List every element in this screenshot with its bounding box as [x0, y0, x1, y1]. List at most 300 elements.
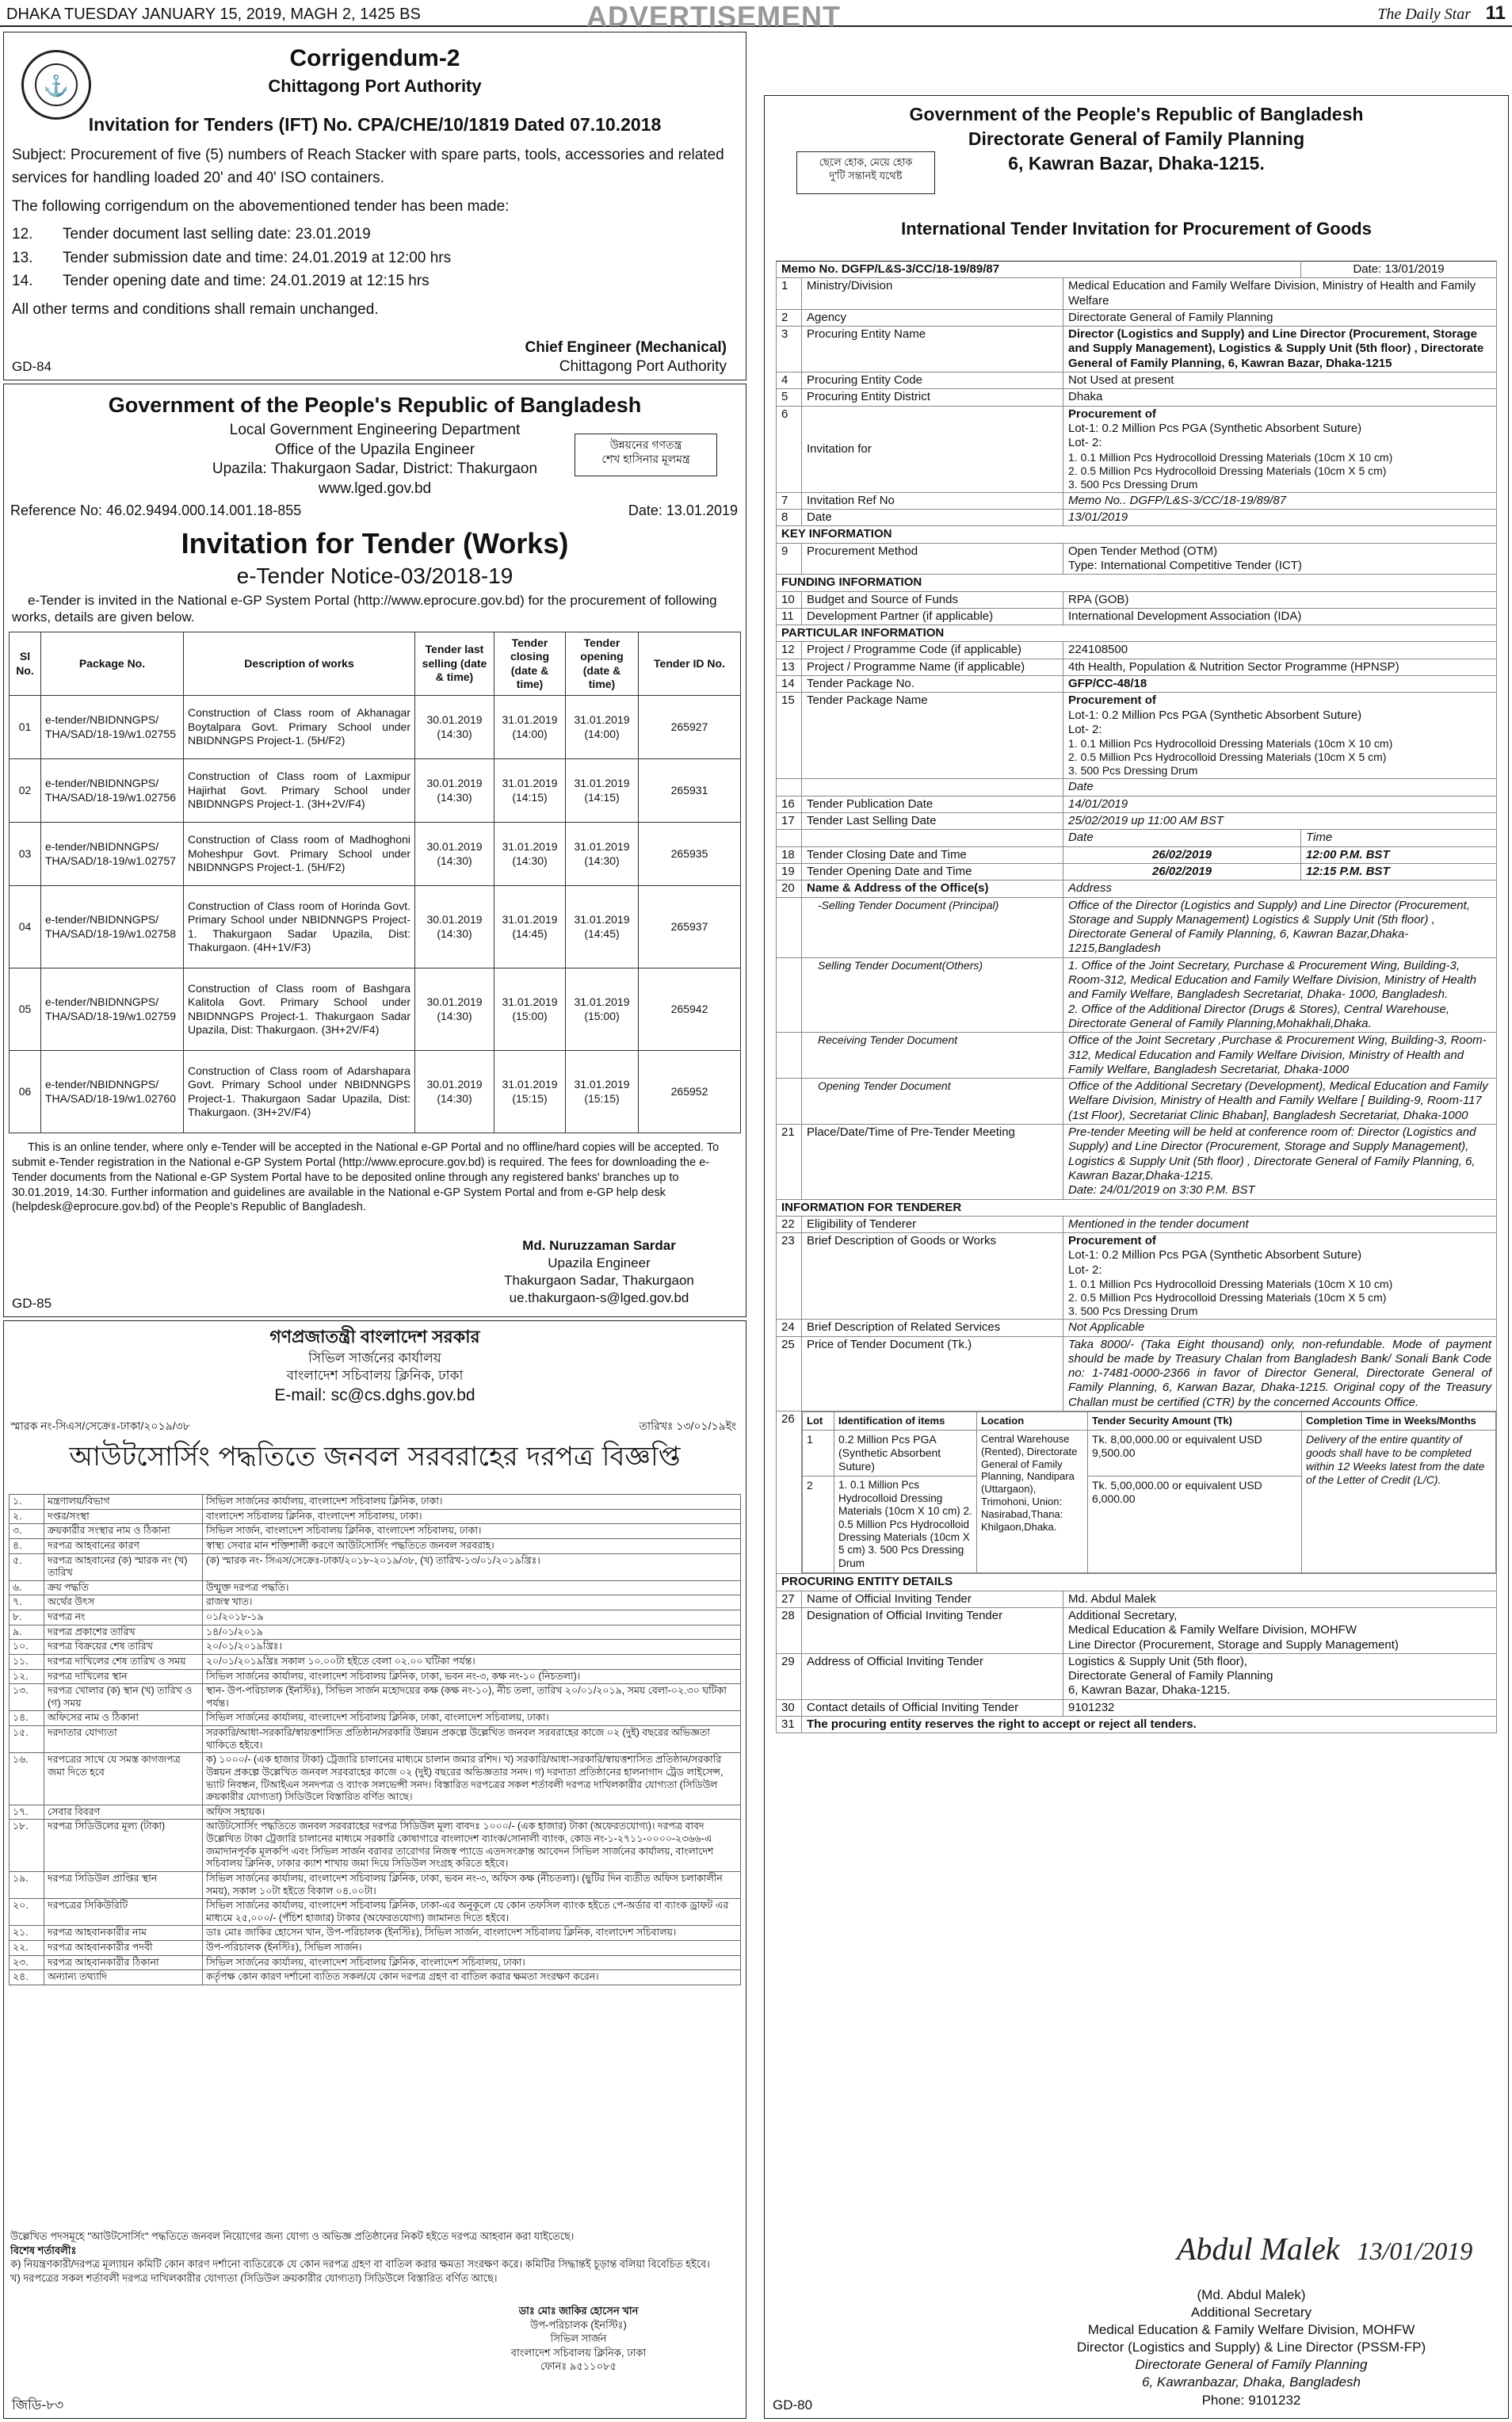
cell	[1063, 1653, 1497, 1699]
th-sl: Sl No.	[10, 632, 41, 696]
table-row	[777, 591, 1497, 608]
table-row	[777, 1591, 1497, 1607]
lot-header	[803, 1412, 1496, 1431]
line: 6, Kawran Bazar, Dhaka-1215.	[1068, 1683, 1231, 1698]
bn-email: E-mail: sc@cs.dghs.gov.bd	[274, 1386, 475, 1405]
section-row	[777, 526, 1497, 543]
section-row	[777, 1199, 1497, 1216]
cell: Opening Tender Document	[802, 1079, 1063, 1125]
row-value: রাজস্ব খাত।	[203, 1595, 741, 1610]
cell	[802, 1412, 1497, 1574]
slogan-line1: উন্নয়নের গণতন্ত্র	[609, 438, 682, 451]
bangla-tender-ad	[3, 1320, 746, 2419]
anchor-icon: ⚓	[35, 63, 78, 106]
table-row	[10, 759, 741, 823]
dgfp-addr: 6, Kawran Bazar, Dhaka-1215.	[1008, 153, 1265, 174]
cell: Contact details of Official Inviting Tender	[802, 1699, 1063, 1716]
lot-th: Tender Security Amount (Tk)	[1088, 1412, 1302, 1431]
sig-title: Chief Engineer (Mechanical)	[525, 339, 727, 356]
cell: 5	[777, 389, 802, 406]
table-row	[777, 1125, 1497, 1199]
cell	[777, 957, 802, 1032]
line: Directorate General of Family Planning	[1068, 310, 1273, 324]
cell: INFORMATION FOR TENDERER	[777, 1199, 1497, 1216]
cell-pkg: e-tender/NBIDNNGPS/ THA/SAD/18-19/w1.02757	[41, 823, 184, 886]
cell: Development Partner (if applicable)	[802, 608, 1063, 625]
table-row	[10, 1726, 741, 1753]
cell: Invitation for	[802, 406, 1063, 492]
cell: 25	[777, 1336, 802, 1411]
line: Medical Education & Family Welfare Division, MOHFW	[1068, 1623, 1357, 1637]
row-key: দরপত্র আহবানকারীর ঠিকানা	[44, 1955, 203, 1970]
signature	[1177, 2229, 1472, 2269]
table-row	[10, 1711, 741, 1726]
sig-t3: Director (Logistics and Supply) & Line Director (PSSM-FP)	[1076, 2340, 1426, 2355]
row-value: ২০/০১/২০১৯খ্রিঃ।	[203, 1640, 741, 1655]
bn-foot2: বিশেষ শর্তাবলীঃ	[10, 2244, 77, 2256]
table-row	[10, 1625, 741, 1640]
lot-security: Tk. 8,00,000.00 or equivalent USD 9,500.00	[1088, 1430, 1302, 1476]
cell-sl: 04	[10, 886, 41, 968]
line: Medical Education and Family Welfare Division, Ministry of Health and Family Welfare	[1068, 279, 1476, 308]
slogan-line2: দু'টি সন্তানই যথেষ্ট	[829, 169, 903, 181]
row-key: দরপত্র খোলার (ক) স্থান (খ) তারিখ ও (গ) সময়	[44, 1684, 203, 1711]
cell	[1063, 1320, 1497, 1336]
cell	[1063, 492, 1497, 509]
lot-title: Procurement of	[1068, 407, 1156, 421]
cell: 15	[777, 693, 802, 779]
line: Date: 24/01/2019 on 3:30 P.M. BST	[1068, 1183, 1255, 1198]
item-text: Tender document last selling date: 23.01.2019	[63, 226, 371, 243]
row-value: সরকারি/আধা-সরকারি/স্বায়ত্তশাসিত প্রতিষ্ঠান/সরকারি উন্নয়ন প্রকল্পে উল্লেখিত জনবল সরবরাহের কাজে ০২ (দুই) বছরের অভিজ্ঞতা থাকিতে হইবে।	[203, 1726, 741, 1753]
section-row	[777, 575, 1497, 591]
row-value: ডাঃ মোঃ জাকির হোসেন খান, উপ-পরিচালক (ইনস্টিঃ), সিভিল সার্জন, বাংলাদেশ সচিবালয় ক্লিনিক, বাংলাদেশ সচিবালয়।	[203, 1926, 741, 1941]
cell-close: 31.01.2019 (15:15)	[494, 1051, 566, 1133]
intro: The following corrigendum on the abovementioned tender has been made:	[12, 197, 510, 215]
cell	[777, 1079, 802, 1125]
dgfp-heading: International Tender Invitation for Procurement of Goods	[901, 219, 1372, 239]
line: 4th Health, Population & Nutrition Sector Programme (HPNSP)	[1068, 659, 1399, 674]
cell: Invitation Ref No	[802, 492, 1063, 509]
cell: 6	[777, 406, 802, 492]
cell	[1063, 1699, 1497, 1716]
row-no: ৯.	[10, 1625, 44, 1640]
slogan-line2: শেখ হাসিনার মূলমন্ত্র	[601, 453, 690, 466]
row-no: ২৪.	[10, 1970, 44, 1985]
corrigendum-title: Corrigendum-2	[289, 45, 460, 71]
cell: 8	[777, 510, 802, 526]
row-value: স্বাস্থ্য সেবার মান শক্তিশালী করণে আউটসোর্সিং পদ্ধতিতে জনবল সরবরাহ।	[203, 1538, 741, 1553]
lot-no: 2	[803, 1477, 834, 1573]
bn-place: বাংলাদেশ সচিবালয় ক্লিনিক, ঢাকা	[286, 1368, 464, 1384]
row-no: ২২.	[10, 1941, 44, 1956]
cell-last: 30.01.2019 (14:30)	[415, 759, 494, 823]
masthead	[0, 0, 1512, 32]
lot-table-row	[777, 1412, 1497, 1574]
lot2a: 1. 0.1 Million Pcs Hydrocolloid Dressing Materials (10cm X 10 cm)	[1068, 1277, 1393, 1290]
gd-number: GD-80	[773, 2397, 813, 2412]
row-value: সিভিল সার্জনের কার্যালয়, বাংলাদেশ সচিবালয় ক্লিনিক, ঢাকা-এর অনুকূলে যে কোন তফসিল ব্যাংক হইতে পে-অর্ডার বা ব্যাংক ড্রাফট এর মাধ্যমে ২৫,০০০/- (পঁচিশ হাজার) টাকার (অফেরতযোগ্য) জামানত দিতে হইবে।	[203, 1899, 741, 1926]
table-row	[10, 1820, 741, 1872]
table-row	[777, 510, 1497, 526]
cell	[1063, 406, 1497, 492]
cell: 22	[777, 1216, 802, 1232]
row-key: দরপত্র দাখিলের শেষ তারিখ ও সময়	[44, 1654, 203, 1669]
bangla-table	[9, 1494, 741, 1985]
cell	[1063, 1591, 1497, 1607]
cell	[777, 1033, 802, 1079]
row-no: ১২.	[10, 1669, 44, 1684]
table-row	[777, 897, 1497, 957]
dgfp-slogan-box	[796, 151, 935, 194]
table-row	[777, 389, 1497, 406]
cell: 16	[777, 796, 802, 812]
cell-close: 31.01.2019 (14:30)	[494, 823, 566, 886]
bn-heading: আউটসোর্সিং পদ্ধতিতে জনবল সরবরাহের দরপত্র বিজ্ঞপ্তি	[69, 1441, 681, 1473]
cell: 2	[777, 309, 802, 326]
cell: 28	[777, 1607, 802, 1653]
cell: Address	[1063, 881, 1497, 897]
sig-t4: Directorate General of Family Planning	[1135, 2357, 1368, 2373]
table-row	[10, 823, 741, 886]
table-row	[777, 863, 1497, 880]
cell: Designation of Official Inviting Tender	[802, 1607, 1063, 1653]
cell: KEY INFORMATION	[777, 526, 1497, 543]
lot1: Lot-1: 0.2 Million Pcs PGA (Synthetic Absorbent Suture)	[1068, 421, 1362, 435]
cell	[1063, 796, 1497, 812]
sig-title: Upazila Engineer	[548, 1255, 651, 1271]
row-key: দরপত্র নং	[44, 1610, 203, 1625]
cell	[1063, 1216, 1497, 1232]
section-row	[777, 625, 1497, 642]
sig-name: (Md. Abdul Malek)	[1197, 2287, 1306, 2302]
item-no: 13.	[12, 249, 33, 266]
cell: Project / Programme Name (if applicable)	[802, 659, 1063, 675]
lot1: Lot-1: 0.2 Million Pcs PGA (Synthetic Absorbent Suture)	[1068, 708, 1362, 722]
cell: 11	[777, 608, 802, 625]
row-no: ৮.	[10, 1610, 44, 1625]
row-no: ৩.	[10, 1524, 44, 1539]
cell	[1063, 1607, 1497, 1653]
row-no: ১০.	[10, 1640, 44, 1655]
table-row	[777, 1033, 1497, 1079]
table-row	[777, 543, 1497, 575]
table-row	[777, 1233, 1497, 1320]
cell: Brief Description of Goods or Works	[802, 1233, 1063, 1320]
table-row	[777, 813, 1497, 830]
table-row	[10, 1941, 741, 1956]
cell-desc: Construction of Class room of Akhanagar Boytalpara Govt. Primary School under NBIDNNGPS Project-1. (5H/F2)	[184, 696, 415, 759]
cell: 10	[777, 591, 802, 608]
cell-id: 265937	[639, 886, 741, 968]
table-row	[777, 659, 1497, 675]
row-key: দরপত্রের সিকিউরিটি	[44, 1899, 203, 1926]
lot2: Lot- 2:	[1068, 722, 1102, 736]
cell: 24	[777, 1320, 802, 1336]
table-row	[10, 1753, 741, 1805]
gov-title: Government of the People's Republic of Bangladesh	[108, 393, 642, 417]
dateline: DHAKA TUESDAY JANUARY 15, 2019, MAGH 2, 1425 BS	[6, 6, 421, 23]
row-value: সিভিল সার্জন, বাংলাদেশ সচিবালয় ক্লিনিক, বাংলাদেশ সচিবালয়, ঢাকা।	[203, 1524, 741, 1539]
cell: -Selling Tender Document (Principal)	[802, 897, 1063, 957]
row-key: দপ্তর/সংস্থা	[44, 1509, 203, 1524]
row-no: ৫.	[10, 1553, 44, 1580]
lot2c: 3. 500 Pcs Dressing Drum	[1068, 1305, 1198, 1318]
row-no: ১৬.	[10, 1753, 44, 1805]
cell: Procuring Entity Name	[802, 327, 1063, 372]
line: Not Applicable	[1068, 1320, 1145, 1335]
cell: 14	[777, 676, 802, 693]
bn-foot1: উল্লেখিত পদসমূহে "আউটসোর্সিং" পদ্ধতিতে জনবল নিয়োগের জন্য যোগ্য ও অভিজ্ঞ প্রতিষ্ঠানের নিকট হইতে দরপত্র আহবান করা যাইতেছে।	[10, 2230, 575, 2242]
item-no: 12.	[12, 226, 33, 243]
row-value: সিভিল সার্জনের কার্যালয়, বাংলাদেশ সচিবালয় ক্লিনিক, ঢাকা।	[203, 1495, 741, 1510]
cell-sl: 03	[10, 823, 41, 886]
lot2: Lot- 2:	[1068, 436, 1102, 450]
cell-last: 30.01.2019 (14:30)	[415, 886, 494, 968]
lot2a: 1. 0.1 Million Pcs Hydrocolloid Dressing Materials (10cm X 10 cm)	[1068, 450, 1393, 464]
cell	[1063, 642, 1497, 659]
table-row	[10, 1871, 741, 1898]
sig-name: Md. Nuruzzaman Sardar	[522, 1238, 676, 1253]
cell-id: 265942	[639, 968, 741, 1051]
table-row	[10, 1640, 741, 1655]
cell: PROCURING ENTITY DETAILS	[777, 1574, 1497, 1591]
bn-sig1: ডাঃ মোঃ জাকির হোসেন খান	[518, 2305, 639, 2317]
section-row	[777, 1574, 1497, 1591]
cell-id: 265927	[639, 696, 741, 759]
cell-close: 31.01.2019 (14:00)	[494, 696, 566, 759]
table-row	[10, 1595, 741, 1610]
table-row	[777, 1653, 1497, 1699]
signature-text: Abdul Malek	[1177, 2231, 1340, 2267]
cell: Procuring Entity Code	[802, 372, 1063, 389]
cell-last: 30.01.2019 (14:30)	[415, 823, 494, 886]
table-row	[777, 693, 1497, 779]
lot-th: Lot	[803, 1412, 834, 1431]
cell: 20	[777, 881, 802, 897]
row-value: ২০/০১/২০১৯খ্রিঃ সকাল ১০.০০টা হইতে বেলা ০২.০০ ঘটিকা পর্যন্ত।	[203, 1654, 741, 1669]
cell: 27	[777, 1591, 802, 1607]
table-row	[10, 1051, 741, 1133]
cell	[1063, 1079, 1497, 1125]
cell: 19	[777, 863, 802, 880]
cell-sl: 05	[10, 968, 41, 1051]
lot1: Lot-1: 0.2 Million Pcs PGA (Synthetic Absorbent Suture)	[1068, 1248, 1362, 1263]
cell	[777, 897, 802, 957]
row-key: অফিসের নাম ও ঠিকানা	[44, 1711, 203, 1726]
office: Office of the Upazila Engineer	[274, 441, 475, 458]
cell	[1063, 659, 1497, 675]
table-row	[10, 1580, 741, 1595]
row-key: দরদাতার যোগ্যতা	[44, 1726, 203, 1753]
bn-sig2: উপ-পরিচালক (ইনস্টিঃ)	[530, 2318, 627, 2331]
line: Line Director (Procurement, Storage and Supply Management)	[1068, 1637, 1399, 1652]
table-row	[10, 968, 741, 1051]
table-row	[777, 406, 1497, 492]
cell: Taka 8000/- (Taka Eight thousand) only, non-refundable. Mode of payment should be made by Treasury Chalan from Bangladesh Bank/ Sonali Bank Code no: 1-7481-0000-2366 in favor of Director General, Directorate General of Family Planning, 6, Karwan Bazar, Dhaka-1215. Original copy of the Treasury Challan must be certified (CTR) by the concerned Accounts Office.	[1063, 1336, 1497, 1411]
works-table	[9, 632, 741, 1133]
cell: Brief Description of Related Services	[802, 1320, 1063, 1336]
cell: Date: 13/01/2019	[1301, 262, 1497, 278]
lged-slogan-box	[575, 434, 717, 476]
lot-location: Central Warehouse (Rented), Directorate General of Family Planning, Nandipara (Uttargaon), Trimohoni, Union: Nasirabad,Thana: Khilgaon,Dhaka.	[977, 1430, 1088, 1573]
table-row	[777, 676, 1497, 693]
bn-foot4: খ) দরপত্রের সকল শর্তাবলী দরপত্র দাখিলকারীর যোগ্যতা (সিডিউল ক্রয়কারীর যোগ্যতা) সিডিউলে বিস্তারিত বর্ণিত আছে।	[10, 2271, 498, 2284]
table-row	[777, 608, 1497, 625]
table-row	[777, 278, 1497, 310]
cell: Date	[1063, 779, 1497, 796]
row-value: উপ-পরিচালক (ইনস্টিঃ), সিভিল সার্জন।	[203, 1941, 741, 1956]
gd-number: GD-84	[12, 358, 52, 374]
table-row	[777, 492, 1497, 509]
row-key: ক্রয়কারীর সংস্থার নাম ও ঠিকানা	[44, 1524, 203, 1539]
table-row	[10, 696, 741, 759]
cell: 18	[777, 846, 802, 863]
row-no: ১.	[10, 1495, 44, 1510]
row-value: আউটসোর্সিং পদ্ধতিতে জনবল সরবরাহের দরপত্র সিডিউল মূল্য বাবদঃ ১০০০/- (এক হাজার) টাকা (অফেরতযোগ্য)। দরপত্র বাবদ উল্লেখিত টাকা ট্রেজারি চালানের মাধ্যমে সরকারি কোষাগারে বাংলাদেশ ব্যাংক/সোনালী ব্যাংক, কোড নং-১-২৭১১-০০০০-২৩৬৬-এ জমাদানপূর্বক মূলকপি এবং সিভিল সার্জন বরাবর তারোগর নিজস্ব প্যাডে এতদসংক্রান্ত আবেদন সিভিল সার্জনের কার্যালয়, বাংলাদেশ সচিবালয় ক্লিনিক, ঢাকার ক্যাশ শাখায় জমা দিয়ে সিডিউল সংগ্রহ করিতে হইবে।	[203, 1820, 741, 1872]
table-row	[10, 1970, 741, 1985]
tender-intro: e-Tender is invited in the National e-GP System Portal (http://www.eprocure.gov.bd) for the procurement of following works, details are given below.	[12, 593, 717, 625]
corrigendum-item	[12, 223, 738, 246]
row-no: ১৭.	[10, 1805, 44, 1820]
cell-desc: Construction of Class room of Bashgara Kalitola Govt. Primary School under NBIDNNGPS Project-1. Thakurgaon Sadar Upazila, Dist: Thakurgaon. (3H+2V/F4)	[184, 968, 415, 1051]
table-row	[777, 1320, 1497, 1336]
corrigendum-item	[12, 269, 738, 292]
row-key: দরপত্র আহবানকারীর নাম	[44, 1926, 203, 1941]
cell-pkg: e-tender/NBIDNNGPS/ THA/SAD/18-19/w1.02760	[41, 1051, 184, 1133]
row-no: ৬.	[10, 1580, 44, 1595]
cell	[1063, 372, 1497, 389]
table-row	[777, 796, 1497, 812]
cell: 9	[777, 543, 802, 575]
cell: Name & Address of the Office(s)	[802, 881, 1063, 897]
lot-no: 1	[803, 1430, 834, 1476]
table-row	[777, 1216, 1497, 1232]
lot-items: 0.2 Million Pcs PGA (Synthetic Absorbent Suture)	[834, 1430, 977, 1476]
lot2b: 2. 0.5 Million Pcs Hydrocolloid Dressing Materials (10cm X 5 cm)	[1068, 464, 1387, 477]
cell: 25/02/2019 up 11:00 AM BST	[1063, 813, 1497, 830]
memo-row	[777, 262, 1497, 278]
cell	[1063, 1033, 1497, 1079]
cell: Tender Package No.	[802, 676, 1063, 693]
row-key: দরপত্রের সাথে যে সমস্ত কাগজপত্র জমা দিতে হবে	[44, 1753, 203, 1805]
cell-last: 30.01.2019 (14:30)	[415, 696, 494, 759]
table-row	[10, 1509, 741, 1524]
sig-org: Chittagong Port Authority	[559, 357, 727, 375]
row-key: অন্যান্য তথ্যাদি	[44, 1970, 203, 1985]
lot2b: 2. 0.5 Million Pcs Hydrocolloid Dressing Materials (10cm X 5 cm)	[1068, 1291, 1387, 1305]
table-row	[777, 957, 1497, 1032]
line: Office of the Director (Logistics and Supply) and Line Director (Procurement, Storage and Supply Management) Logistics & Supply Unit (5th floor) , Directorate General of Family Planning, 6, Kawran Bazar,Dhaka-1215,Bangladesh	[1068, 898, 1470, 956]
online-note: This is an online tender, where only e-Tender will be accepted in the National e-GP Portal and no offline/hard copies will be accepted. To submit e-Tender registration in the National e-GP System Portal (http://www.eprocure.gov.bd) is required. The fees for downloading the e-Tender documents from the National e-GP System Portal have to be deposited online through any registered banks' branches up to 30.01.2019, 14:30. Further information and guidelines are available in the National e-GP System Portal and from e-GP help desk (helpdesk@eprocure.gov.bd) of the People's Republic of Bangladesh.	[12, 1141, 720, 1214]
cell: Budget and Source of Funds	[802, 591, 1063, 608]
row-key: সেবার বিবরণ	[44, 1805, 203, 1820]
cell	[802, 830, 1063, 846]
cell: 26/02/2019	[1063, 846, 1301, 863]
row-no: ১৪.	[10, 1711, 44, 1726]
line: 13/01/2019	[1068, 510, 1128, 525]
line: Md. Abdul Malek	[1068, 1591, 1156, 1606]
row-value: ক) ১০০০/- (এক হাজার টাকা) ট্রেজারি চালানের মাধ্যমে চালান জমার রশিদ। খ) সরকারি/আধা-সরকারি/স্বায়ত্তশাসিত প্রতিষ্ঠান/সরকারি উন্নয়ন প্রকল্পে উল্লেখিত জনবল সরবরাহের কাজে ০২ (দুই) বছরের অভিজ্ঞতার সনদ। গ) দরদাতা প্রতিষ্ঠানের হালনাগাদ ট্রেড লাইসেন্স, ভ্যাট নিবন্ধন, টিআইএন সনদপত্র ও ব্যাংক সলভেন্সী সনদ। বিস্তারিত দরপত্রের সকল শর্তাবলী দরপত্র দাখিলকারীর যোগ্যতা (সিডিউল ক্রয়কারীর যোগ্যতা) সিডিউলে বিস্তারিত বর্ণিত আছে।	[203, 1753, 741, 1805]
lot2c: 3. 500 Pcs Dressing Drum	[1068, 764, 1198, 777]
cell: 26	[777, 1412, 802, 1574]
lot-items: 1. 0.1 Million Pcs Hydrocolloid Dressing Materials (10cm X 10 cm) 2. 0.5 Million Pcs Hydrocolloid Dressing Materials (10cm X 5 cm) 3. 500 Pcs Dressing Drum	[834, 1477, 977, 1573]
item-text: Tender submission date and time: 24.01.2019 at 12:00 hrs	[63, 249, 452, 266]
dgfp-table	[776, 261, 1497, 1733]
row-key: মন্ত্রণালয়/বিভাগ	[44, 1495, 203, 1510]
table-row	[10, 1955, 741, 1970]
row-key: দরপত্র আহবানের (ক) স্মারক নং (খ) তারিখ	[44, 1553, 203, 1580]
cell: 30	[777, 1699, 802, 1716]
dept: Local Government Engineering Department	[229, 422, 521, 438]
row-key: দরপত্র আহবানকারীর পদবী	[44, 1941, 203, 1956]
row-value: ১৪/০১/২০১৯	[203, 1625, 741, 1640]
table-row	[777, 830, 1497, 846]
ift-line: Invitation for Tenders (IFT) No. CPA/CHE/10/1819 Dated 07.10.2018	[88, 114, 662, 135]
row-value: সিভিল সার্জনের কার্যালয়, বাংলাদেশ সচিবালয় ক্লিনিক, ঢাকা, বাংলাদেশ সচিবালয়, ঢাকা।	[203, 1711, 741, 1726]
cell: Memo No. DGFP/L&S-3/CC/18-19/89/87	[777, 262, 1301, 278]
line: Logistics & Supply Unit (5th floor),	[1068, 1654, 1247, 1668]
table-row	[777, 779, 1497, 796]
line: 1. Office of the Joint Secretary, Purchase & Procurement Wing, Building-3, Room-312, Medical Education and Family Welfare Division, Ministry of Health and Family Welfare, Bangladesh Secretariat, Dhaka- 1000, Bangladesh.	[1068, 958, 1476, 1002]
table-row	[10, 1654, 741, 1669]
row-key: দরপত্র সিডিউলের মূল্য (টাকা)	[44, 1820, 203, 1872]
cell	[1063, 676, 1497, 693]
cell: Agency	[802, 309, 1063, 326]
row-no: ১৮.	[10, 1820, 44, 1872]
line: 9101232	[1068, 1700, 1115, 1714]
cell: The procuring entity reserves the right to accept or reject all tenders.	[802, 1717, 1497, 1733]
cell: Price of Tender Document (Tk.)	[802, 1336, 1063, 1411]
sig-email: ue.thakurgaon-s@lged.gov.bd	[509, 1290, 689, 1306]
line: International Development Association (IDA)	[1068, 609, 1302, 623]
line: GFP/CC-48/18	[1068, 677, 1147, 691]
row-key: দরপত্র আহবানের কারণ	[44, 1538, 203, 1553]
row-no: ৪.	[10, 1538, 44, 1553]
cell	[1063, 389, 1497, 406]
lot-row	[803, 1430, 1496, 1476]
gd-number: GD-85	[12, 1295, 52, 1311]
sig-t1: Additional Secretary	[1190, 2305, 1312, 2321]
cell: 4	[777, 372, 802, 389]
sig-t6: Phone: 9101232	[1201, 2392, 1301, 2408]
closing: All other terms and conditions shall remain unchanged.	[12, 300, 379, 318]
cell: 12:15 P.M. BST	[1301, 863, 1497, 880]
cell: Eligibility of Tenderer	[802, 1216, 1063, 1232]
table-row	[10, 1926, 741, 1941]
line: Office of the Joint Secretary ,Purchase & Procurement Wing, Building-3, Room-312, Medical Education and Family Welfare Division, Ministry of Health and Family Welfare, Bangladesh Secretariat, Dhaka-1000	[1068, 1033, 1487, 1076]
table-row	[10, 1553, 741, 1580]
bn-date: তারিখঃ ১৩/০১/১৯ইং	[639, 1419, 736, 1432]
cell: Ministry/Division	[802, 278, 1063, 310]
cell: Tender Closing Date and Time	[802, 846, 1063, 863]
row-value: উন্মুক্ত দরপত্র পদ্ধতি।	[203, 1580, 741, 1595]
lot2a: 1. 0.1 Million Pcs Hydrocolloid Dressing Materials (10cm X 10 cm)	[1068, 737, 1393, 751]
cell	[1063, 543, 1497, 575]
row-no: ১৩.	[10, 1684, 44, 1711]
table-row	[777, 846, 1497, 863]
subject: Subject: Procurement of five (5) numbers of Reach Stacker with spare parts, tools, accessories and related services for handling loaded 20' and 40' ISO containers.	[12, 147, 724, 187]
lged-tender-ad	[3, 384, 746, 1317]
cell: 3	[777, 327, 802, 372]
cell: 31	[777, 1717, 802, 1733]
cell: 23	[777, 1233, 802, 1320]
lot2c: 3. 500 Pcs Dressing Drum	[1068, 477, 1198, 491]
row-value: অফিস সহায়ক।	[203, 1805, 741, 1820]
row-no: ১১.	[10, 1654, 44, 1669]
table-row	[777, 309, 1497, 326]
table-row	[777, 372, 1497, 389]
